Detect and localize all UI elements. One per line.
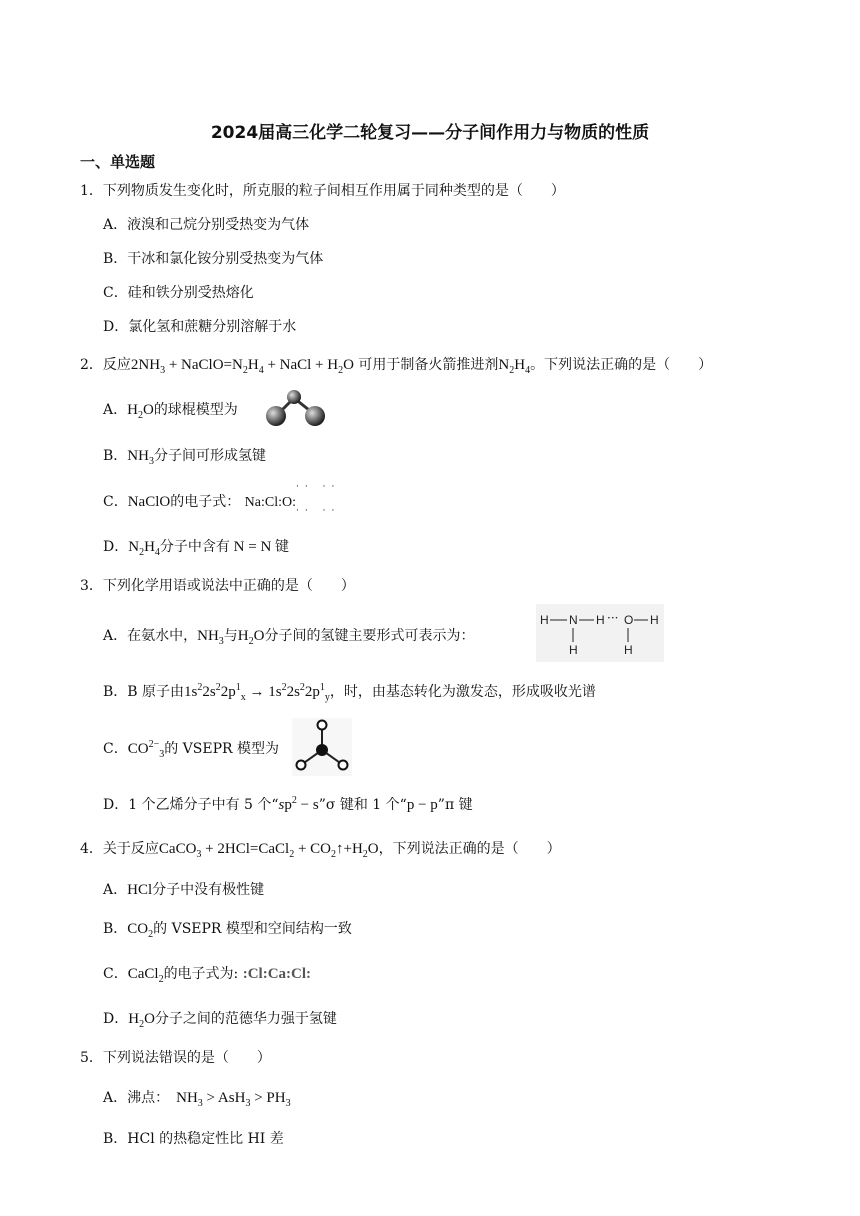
naclo-lewis-structure: Na:Cl:O:: [244, 495, 297, 510]
svg-text:O: O: [624, 613, 634, 627]
water-ball-stick-model-icon: [264, 388, 328, 428]
svg-text:H: H: [540, 613, 549, 627]
q2-option-a: A．$H_2O$的球棍模型为: [103, 402, 238, 421]
q2-option-d: D．$N_2H_4$分子中含有 N = N 键: [103, 539, 290, 558]
q5-option-a: A．沸点： $NH_3 > AsH_3 > PH_3$: [103, 1090, 291, 1109]
q3-option-b: B．B 原子由$1s^22s^22p^1_x \to 1s^22s^22p^1_y$，时，由基态转化为激发态，形成吸收光谱: [103, 682, 596, 703]
hydrogen-bond-diagram-icon: [536, 604, 664, 662]
svg-text:N: N: [569, 613, 578, 627]
question-2-stem: 2．反应$2NH_3$ + $NaClO=N_2H_4$ + NaCl + $H_2O$ 可用于制备火箭推进剂$N_2H_4$。下列说法正确的是（ ）: [80, 357, 713, 376]
vsepr-trigonal-model-icon: [292, 718, 352, 776]
svg-text:H: H: [624, 643, 633, 657]
q3-option-d: D．1 个乙烯分子中有 5 个“$sp^2$ − s”σ 键和 1 个“p − p”π 键: [103, 795, 473, 813]
q1-option-c: C．硅和铁分别受热熔化: [103, 285, 254, 301]
section-heading: 一、单选题: [80, 153, 156, 171]
cacl2-lewis-structure: :Cl:Ca:Cl:: [242, 966, 312, 982]
q1-option-b: B．干冰和氯化铵分别受热变为气体: [103, 251, 324, 267]
q2-option-c: C．NaClO的电子式： Na:Cl:O:: [103, 494, 297, 510]
page-title: 2024届高三化学二轮复习——分子间作用力与物质的性质: [210, 123, 650, 143]
question-1-stem: 1．下列物质发生变化时，所克服的粒子间相互作用属于同种类型的是（ ）: [80, 183, 565, 199]
svg-text:···: ···: [607, 611, 619, 625]
lewis-dots-bottom: ·· ··: [296, 506, 341, 516]
q4-option-b: B．$CO_2$的 VSEPR 模型和空间结构一致: [103, 921, 352, 940]
question-4-stem: 4．关于反应CaCO$_3$ + 2HCl=CaCl$_2$ + $CO_2↑+H_2O$，下列说法正确的是（ ）: [80, 841, 561, 860]
q2-equation: $2NH_3$ + $NaClO=N_2H_4$ + NaCl + $H_2O$: [130, 357, 354, 376]
q3-option-a: A．在氨水中，$NH_3$与$H_2O$分子间的氢键主要形式可表示为：: [103, 628, 475, 647]
q4-option-d: D．$H_2O$分子之间的范德华力强于氢键: [103, 1011, 337, 1030]
question-5-stem: 5．下列说法错误的是（ ）: [80, 1050, 271, 1066]
lewis-dots-top: ·· ··: [296, 482, 341, 492]
q1-option-a: A．液溴和己烷分别受热变为气体: [103, 217, 310, 233]
q4-option-a: A．HCl分子中没有极性键: [103, 882, 265, 898]
svg-text:H: H: [596, 613, 605, 627]
svg-text:H: H: [569, 643, 578, 657]
q5-option-b: B．HCl 的热稳定性比 HI 差: [103, 1131, 284, 1147]
q1-option-d: D．氯化氢和蔗糖分别溶解于水: [103, 319, 297, 335]
q3-option-c: C．$CO^{2-}_3$的 VSEPR 模型为: [103, 739, 279, 760]
svg-text:H: H: [650, 613, 659, 627]
q2-option-b: B．$NH_3$分子间可形成氢键: [103, 448, 266, 467]
q4-option-c: C．CaCl$_2$的电子式为: :Cl:Ca:Cl:: [103, 966, 312, 985]
question-3-stem: 3．下列化学用语或说法中正确的是（ ）: [80, 578, 355, 594]
